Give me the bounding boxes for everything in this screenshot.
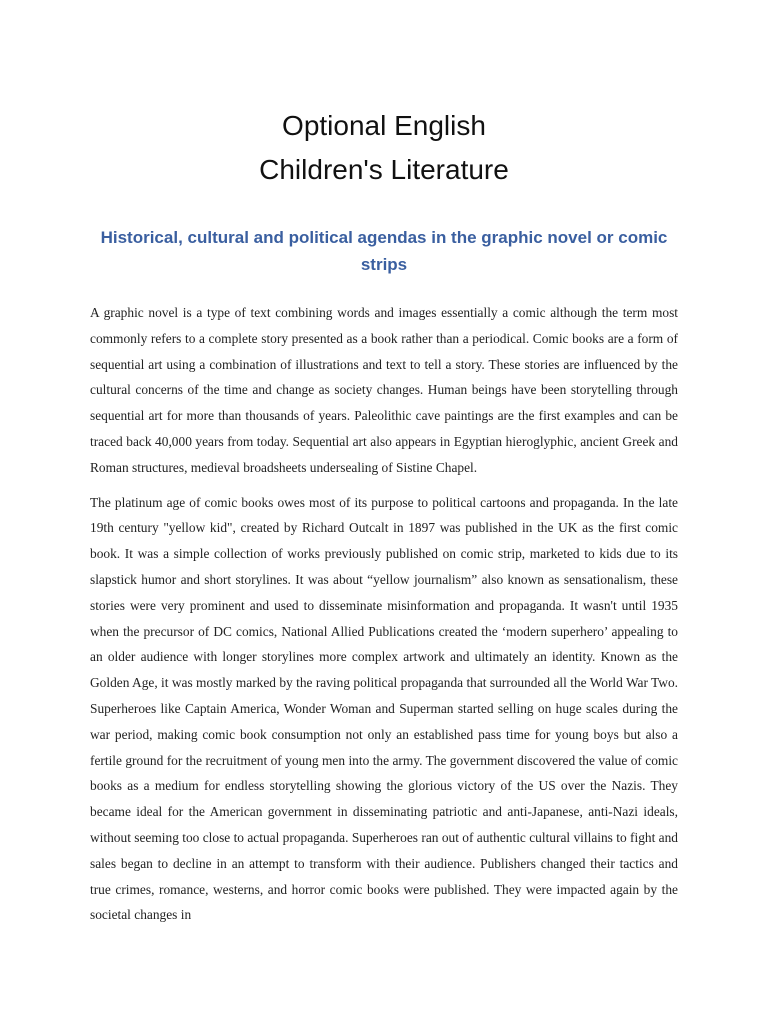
title-line-2: Children's Literature bbox=[259, 154, 509, 185]
paragraph: A graphic novel is a type of text combining words and images essentially a comic although the term most commonly refers to a complete story presented as a book rather than a periodical. Comic books are a form of sequential art using a combination of illustrations and text to tell a story. These stories are influenced by the cultural concerns of the time and change as society changes. Human beings have been storytelling through sequential art for more than thousands of years. Paleolithic cave paintings are the first examples and can be traced back 40,000 years from today. Sequential art also appears in Egyptian hieroglyphic, ancient Greek and Roman structures, medieval broadsheets undersealing of Sistine Chapel. bbox=[90, 305, 678, 475]
page-subtitle: Historical, cultural and political agendas in the graphic novel or comic strips bbox=[100, 228, 668, 274]
body-text bbox=[90, 300, 678, 937]
title-line-1: Optional English bbox=[282, 110, 486, 141]
paragraph: The platinum age of comic books owes most of its purpose to political cartoons and propaganda. In the late 19th century "yellow kid", created by Richard Outcalt in 1897 was published in the UK as the first comic book. It was a simple collection of works previously published on comic strip, marketed to kids due to its slapstick humor and short storylines. It was about “yellow journalism” also known as sensationalism, these stories were very prominent and used to disseminate misinformation and propaganda. It wasn't until 1935 when the precursor of DC comics, National Allied Publications created the ‘modern superhero’ appealing to an older audience with longer storylines more complex artwork and ultimately an identity. Known as the Golden Age, it was mostly marked by the raving political propaganda that surrounded all the World War Two. Superheroes like Captain America, Wonder Woman and Superman started selling on huge scales during the war period, making comic book consumption not only an established pass time for young boys but also a fertile ground for the recruitment of young men into the army. The government discovered the value of comic books as a medium for endless storytelling showing the glorious victory of the US over the Nazis. They became ideal for the American government in disseminating patriotic and anti-Japanese, anti-Nazi ideals, without seeming too close to actual propaganda. Superheroes ran out of authentic cultural villains to fight and sales began to decline in an attempt to transform with their audience. Publishers changed their tactics and true crimes, romance, westerns, and horror comic books were published. They were impacted again by the societal changes in bbox=[90, 494, 678, 923]
page-title bbox=[0, 104, 768, 192]
